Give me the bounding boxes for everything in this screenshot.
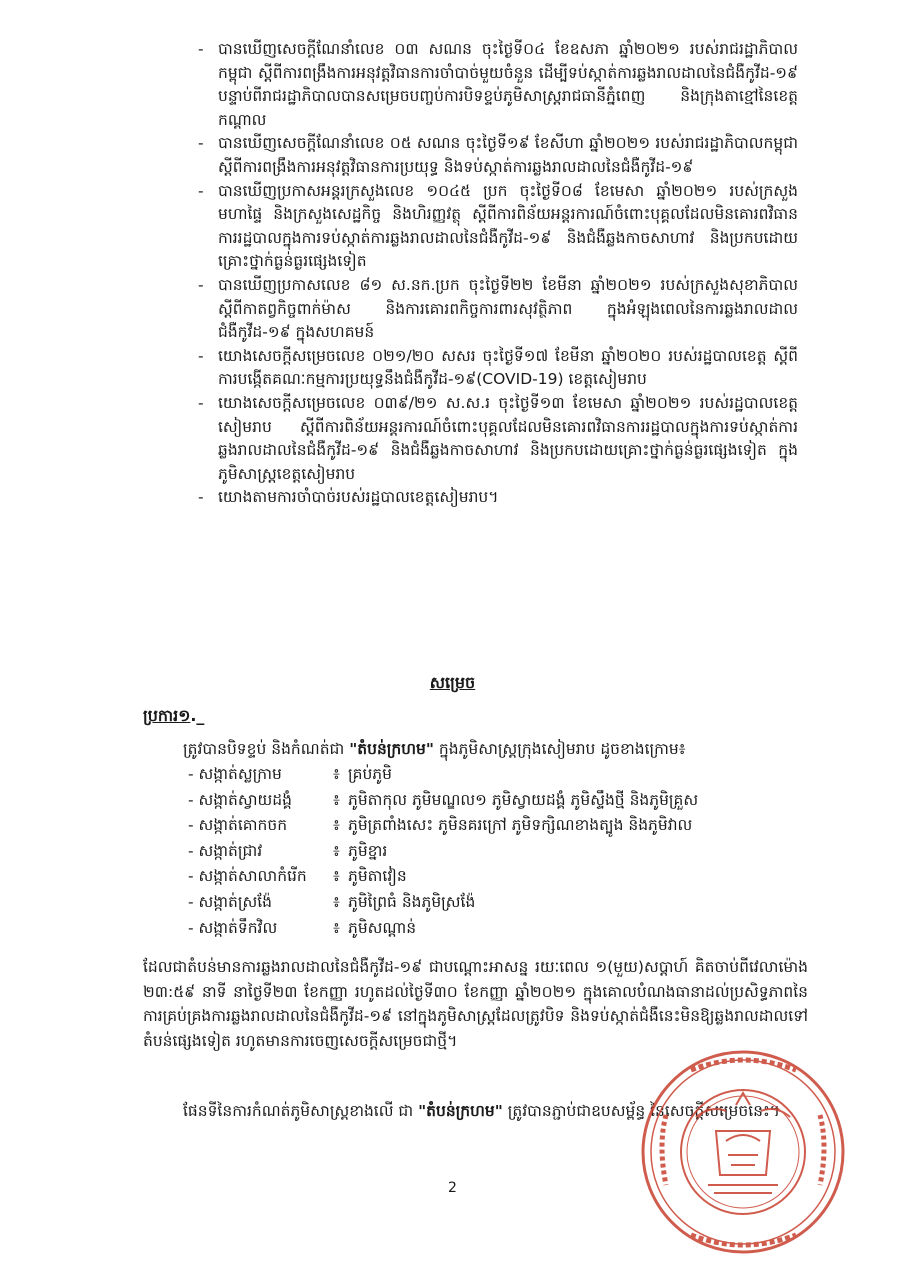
red-zone-term: "តំបន់ក្រហម" (418, 1102, 503, 1120)
decision-heading: សម្រេច (429, 673, 476, 692)
article-body: ដែលជាតំបន់មានការឆ្លងរាលដាលនៃជំងឺកូវីដ-១៩ ជាបណ្តោះអាសន្ន រយៈពេល ១(មួយ)សប្តាហ៍ គិតចាប់ពីវេលាម៉ោង ២៣:៥៩ នាទី នាថ្ងៃទី២៣ ខែកញ្ញា រហូតដល់ថ្ងៃទី៣០ ខែកញ្ញា ឆ្នាំ២០២១ ក្នុងគោលបំណងធានាដល់ប្រសិទ្ធភាពនៃការគ្រប់គ្រងការឆ្លងរាលដាលនៃជំងឺកូវីដ-១៩ នៅក្នុងភូមិសាស្ត្រដែលត្រូវបិទ និងទប់ស្កាត់ជំងឺនេះមិនឱ្យឆ្លងរាលដាលទៅតំបន់ផ្សេងទៀត រហូតមានការចេញសេចក្តីសម្រេចជាថ្មី។ (143, 958, 808, 1050)
annex-statement: ផែនទីនៃការកំណត់ភូមិសាស្ត្រខាងលើ ជា "តំបន់ក្រហម" ត្រូវបានភ្ជាប់ជាឧបសម្ព័ន្ធ នៃសេចក្តីសម្រេចនេះ។ (183, 1102, 780, 1120)
article-label (143, 705, 204, 729)
reference-bullet: - យោងសេចក្តីសម្រេចលេខ ០២១/២០ សសរ ចុះថ្ងៃទី១៧ ខែមីនា ឆ្នាំ២០២០ របស់រដ្ឋបាលខេត្ត ស្តីពីការបង្កើតគណៈកម្មការប្រយុទ្ធនឹងជំងឺកូវីដ-១៩(COVID-19) ខេត្តសៀមរាប (198, 346, 798, 389)
legal-references-list (198, 38, 798, 510)
page-number: 2 (448, 1180, 457, 1196)
reference-bullet: - បានឃើញសេចក្តីណែនាំលេខ ០៣ សណន ចុះថ្ងៃទី០៤ ខែឧសភា ឆ្នាំ២០២១ របស់រាជរដ្ឋាភិបាលកម្ពុជា ស្តីពីការពង្រឹងការអនុវត្តវិធានការចាំបាច់មួយចំនួន ដើម្បីទប់ស្កាត់ការឆ្លងរាលដាលនៃជំងឺកូវីដ-១៩ បន្ទាប់ពីរាជរដ្ឋាភិបាលបានសម្រេចបញ្ចប់ការបិទខ្ទប់ភូមិសាស្ត្ររាជធានីភ្នំពេញ និងក្រុងតាខ្មៅនៃខេត្តកណ្តាល (198, 40, 798, 129)
article-intro: ត្រូវបានបិទខ្ទប់ និងកំណត់ជា "តំបន់ក្រហម" ក្នុងភូមិសាស្ត្រក្រុងសៀមរាប ដូចខាងក្រោម៖ (183, 740, 686, 758)
district-row: - សង្កាត់គោកចក ៖ ភូមិត្រពាំងសេះ ភូមិនគរក្រៅ ភូមិទក្សិណខាងត្បូង និងភូមិវាល (188, 816, 693, 835)
district-row: - សង្កាត់ជ្រាវ ៖ ភូមិខ្នារ (188, 841, 388, 860)
article-number: ប្រការ១ (143, 706, 191, 725)
red-zone-term: "តំបន់ក្រហម" (349, 740, 434, 758)
district-row: - សង្កាត់ស្លក្រាម ៖ គ្រប់ភូមិ (188, 765, 392, 783)
district-row: - សង្កាត់ទឹកវិល ៖ ភូមិសណ្តាន់ (188, 918, 417, 937)
district-row: - សង្កាត់ស្វាយដង្គំ ៖ ភូមិតាកុល ភូមិមណ្ឌល១ ភូមិស្វាយដង្គំ ភូមិស្ទឹងថ្មី និងភូមិគ្រួស (188, 790, 699, 809)
reference-bullet: - យោងតាមការចាំបាច់របស់រដ្ឋបាលខេត្តសៀមរាប។ (198, 488, 499, 507)
official-seal (636, 1045, 851, 1260)
reference-bullet: - បានឃើញប្រកាសលេខ ៨១ ស.នក.ប្រក ចុះថ្ងៃទី២២ ខែមីនា ឆ្នាំ២០២១ របស់ក្រសួងសុខាភិបាល ស្តីពីកាតព្វកិច្ចពាក់ម៉ាស និងការគោរពកិច្ចការពារសុវត្ថិភាព ក្នុងអំឡុងពេលនៃការឆ្លងរាលដាលជំងឺកូវីដ-១៩ ក្នុងសហគមន៍ (198, 275, 798, 342)
district-row: - សង្កាត់ស្រង៉ែ ៖ ភូមិព្រៃធំ និងភូមិស្រង៉ែ (188, 892, 476, 911)
reference-bullet: - បានឃើញប្រកាសអន្តរក្រសួងលេខ ១០៤៥ ប្រក ចុះថ្ងៃទី០៨ ខែមេសា ឆ្នាំ២០២១ របស់ក្រសួងមហាផ្ទៃ និងក្រសួងសេដ្ឋកិច្ច និងហិរញ្ញវត្ថុ ស្តីពីការពិន័យអន្តរការណ៍ចំពោះបុគ្គលដែលមិនគោរពវិធានការរដ្ឋបាលក្នុងការទប់ស្កាត់ការឆ្លងរាលដាលនៃជំងឺកូវីដ-១៩ និងជំងឺឆ្លងកាចសាហាវ និងប្រកបដោយគ្រោះថ្នាក់ធ្ងន់ធ្ងរផ្សេងទៀត (198, 181, 798, 271)
reference-bullet: - យោងសេចក្តីសម្រេចលេខ ០៣៩/២១ ស.ស.រ ចុះថ្ងៃទី១៣ ខែមេសា ឆ្នាំ២០២១ របស់រដ្ឋបាលខេត្តសៀមរាប ស្តីពីការពិន័យអន្តរការណ៍ចំពោះបុគ្គលដែលមិនគោរពវិធានការរដ្ឋបាលក្នុងការទប់ស្កាត់ការឆ្លងរាលដាលនៃជំងឺកូវីដ-១៩ និងជំងឺឆ្លងកាចសាហាវ និងប្រកបដោយគ្រោះថ្នាក់ធ្ងន់ធ្ងរផ្សេងទៀត ក្នុងភូមិសាស្ត្រខេត្តសៀមរាប (198, 393, 798, 483)
district-list (188, 762, 808, 941)
district-row: - សង្កាត់សាលាកំរើក ៖ ភូមិតាវៀន (188, 867, 407, 886)
article-suffix: ._ (190, 706, 205, 725)
reference-bullet: - បានឃើញសេចក្តីណែនាំលេខ ០៥ សណន ចុះថ្ងៃទី១៩ ខែសីហា ឆ្នាំ២០២១ របស់រាជរដ្ឋាភិបាលកម្ពុជា ស្តីពីការពង្រឹងការអនុវត្តវិធានការប្រយុទ្ធ និងទប់ស្កាត់ការឆ្លងរាលដាលនៃជំងឺកូវីដ-១៩ (198, 134, 798, 176)
